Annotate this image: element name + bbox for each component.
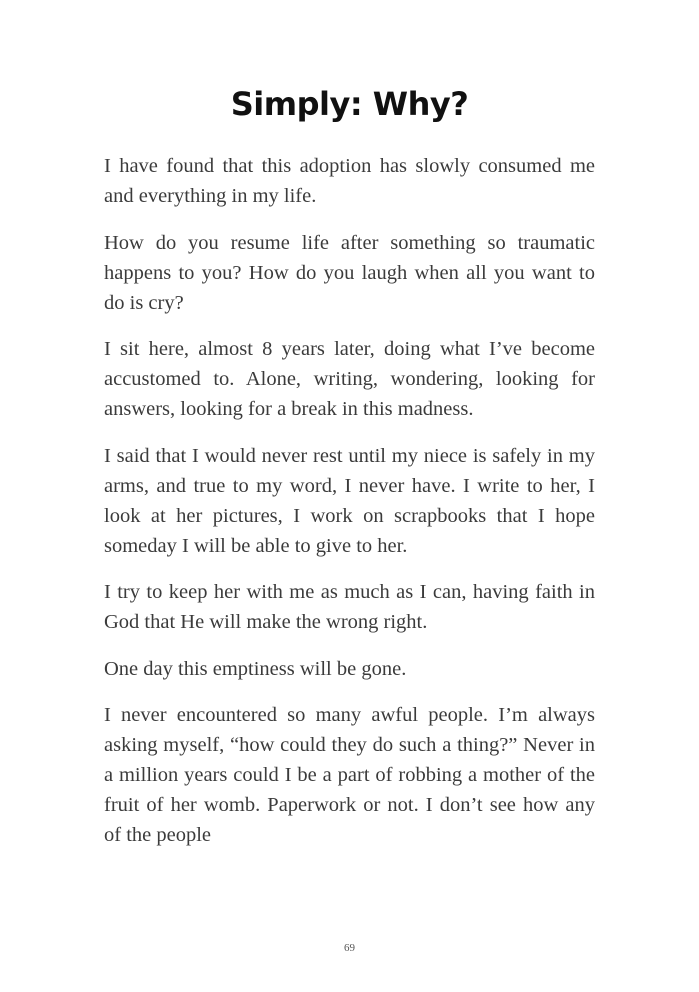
- chapter-title: Simply: Why?: [230, 85, 469, 123]
- paragraph: I sit here, almost 8 years later, doing what I’ve become accustomed to. Alone, writing, wondering, looking for answers, looking for a break in this madness.: [104, 338, 595, 420]
- paragraph: I try to keep her with me as much as I can, having faith in God that He will make the wrong right.: [104, 581, 595, 633]
- paragraph: I never encountered so many awful people. I’m always asking myself, “how could they do such a thing?” Never in a million years could I be a part of robbing a mother of the fruit of her womb. Paperwork or not. I don’t see how any of the people: [104, 704, 595, 846]
- page-number: 69: [344, 942, 355, 954]
- paragraph: I have found that this adoption has slowly consumed me and everything in my life.: [104, 155, 595, 207]
- paragraph: One day this emptiness will be gone.: [104, 657, 407, 680]
- paragraph: How do you resume life after something so traumatic happens to you? How do you laugh when all you want to do is cry?: [104, 231, 595, 314]
- body-text: [104, 151, 595, 867]
- paragraph: I said that I would never rest until my niece is safely in my arms, and true to my word, I never have. I write to her, I look at her pictures, I work on scrapbooks that I hope someday I will be able to give to her.: [104, 444, 595, 557]
